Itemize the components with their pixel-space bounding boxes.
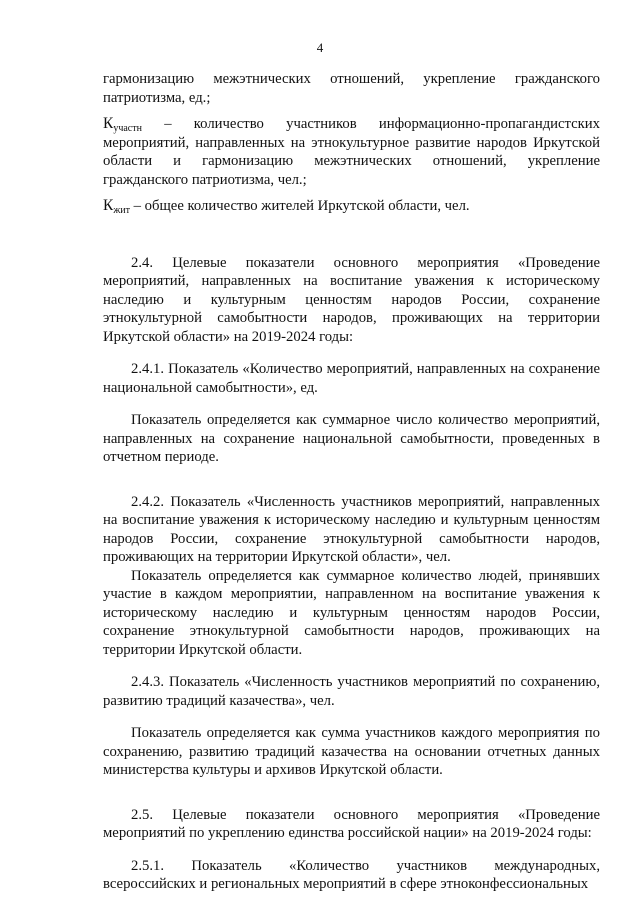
symbol-subscript: жит (113, 205, 130, 216)
indicator-2-4-3-description: Показатель определяется как сумма участников каждого мероприятия по сохранению, развитию традиций казачества на основании отчетных данных министерства культуры и архивов Иркутской области. (103, 725, 600, 778)
indicator-2-4-1-description: Показатель определяется как суммарное число количество мероприятий, направленных на сохранение национальной самобытности, проведенных в отчетном периоде. (103, 412, 600, 465)
legend-text: – количество участников информационно-пропагандистских мероприятий, направленных на этнокультурное развитие народов Иркутской области и гармонизацию межэтнических отношений, укрепление гражданского патриотизма, чел.; (103, 116, 600, 188)
indicator-2-4-3: 2.4.3. Показатель «Численность участников мероприятий по сохранению, развитию традиций казачества», чел. (103, 674, 600, 709)
paragraph-continuation: гармонизацию межэтнических отношений, укрепление гражданского патриотизма, ед.; (103, 71, 600, 106)
symbol-subscript: участн (113, 123, 142, 134)
section-2-5-heading: 2.5. Целевые показатели основного мероприятия «Проведение мероприятий по укреплению единства российской нации» на 2019-2024 годы: (103, 806, 600, 841)
indicator-2-4-2: 2.4.2. Показатель «Численность участников мероприятий, направленных на воспитание уважения к историческому наследию и культурным ценностям народов России, сохранение этнокультурной самобытности народов, проживающих на территории Иркутской области», чел. (103, 493, 600, 565)
section-2-4-heading: 2.4. Целевые показатели основного мероприятия «Проведение мероприятий, направленных на воспитание уважения к историческому наследию и культурным ценностям народов России, сохранение этнокультурной самобытности народов, проживающих на территории Иркутской области» на 2019-2024 годы: (103, 254, 600, 345)
formula-legend-residents (103, 197, 600, 216)
symbol-k: К (103, 197, 114, 214)
document-body (103, 70, 600, 894)
indicator-2-4-1: 2.4.1. Показатель «Количество мероприятий, направленных на сохранение национальной самобытности», ед. (103, 361, 600, 396)
formula-legend-participants (103, 115, 600, 189)
indicator-2-4-2-description: Показатель определяется как суммарное количество людей, принявших участие в каждом мероприятии, направленном на воспитание уважения к историческому наследию и культурным ценностям народов России, сохранение этнокультурной самобытности народов, проживающих на территории Иркутской области. (103, 567, 600, 658)
page-number: 4 (316, 40, 324, 55)
symbol-k: К (103, 115, 114, 132)
legend-text: – общее количество жителей Иркутской области, чел. (129, 198, 470, 214)
indicator-2-5-1: 2.5.1. Показатель «Количество участников международных, всероссийских и региональных мероприятий в сфере этноконфессиональных (103, 857, 600, 892)
